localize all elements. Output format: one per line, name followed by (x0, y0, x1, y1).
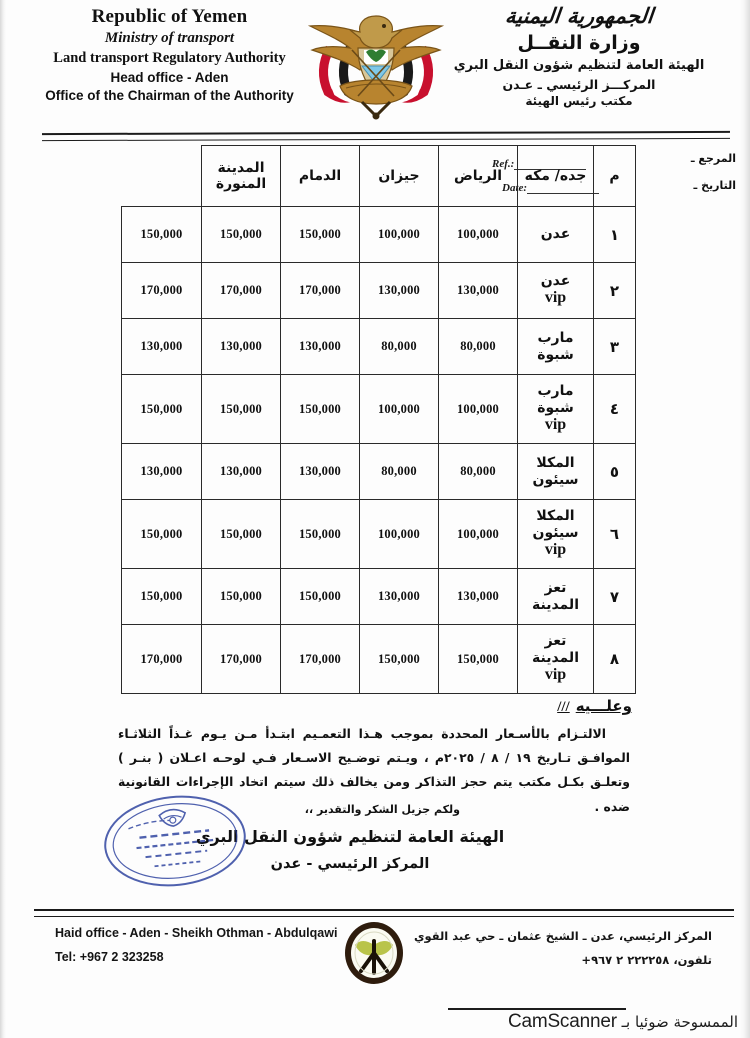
row-number: ١ (594, 207, 636, 263)
price-cell: 150,000 (202, 375, 281, 444)
chairman-office-title: Office of the Chairman of the Authority (45, 88, 294, 104)
route-line: عدن (540, 272, 571, 289)
authority-title-ar: الهيئة العامة لتنظيم شؤون النقل البري (453, 57, 705, 73)
col-header-jizan: جيزان (360, 146, 439, 207)
col-header-num: م (594, 146, 636, 207)
row-number: ٦ (594, 500, 636, 569)
row-route (518, 569, 594, 625)
table-row (122, 569, 636, 625)
signature-office-name: المركز الرئيسي - عدن (270, 856, 430, 872)
price-cell: 150,000 (439, 625, 518, 694)
row-route (518, 263, 594, 319)
signature-authority-name: الهيئة العامة لتنظيم شؤون النقل البري (195, 827, 505, 846)
head-office-title: Head office - Aden (110, 70, 229, 86)
authority-title: Land transport Regulatory Authority (53, 50, 286, 67)
price-cell: 130,000 (122, 319, 202, 375)
col-header-route: جده/ مكه (518, 146, 594, 207)
footer-address-en (55, 922, 337, 970)
table-row (122, 207, 636, 263)
route-line: مارب (537, 329, 574, 346)
price-cell: 150,000 (122, 207, 202, 263)
row-route (518, 207, 594, 263)
footer-divider (34, 909, 734, 917)
row-route (518, 444, 594, 500)
table-row (122, 625, 636, 694)
footer-address-line-ar: المركز الرئيسي، عدن ـ الشيخ عثمان ـ حي عبد القوي (413, 929, 712, 943)
route-line: المكلا (536, 454, 575, 471)
row-number: ٢ (594, 263, 636, 319)
camscanner-brand: CamScanner (507, 1011, 617, 1032)
republic-title: Republic of Yemen (91, 6, 248, 27)
col-header-dammam: الدمام (281, 146, 360, 207)
table-body (122, 207, 636, 694)
republic-title-ar: الجمهورية اليمنية (503, 4, 655, 28)
row-number: ٣ (594, 319, 636, 375)
price-cell: 150,000 (360, 625, 439, 694)
price-cell: 130,000 (439, 263, 518, 319)
ministry-title-ar: وزارة النقــل (517, 32, 641, 55)
ministry-title: Ministry of transport (104, 30, 235, 47)
price-cell: 130,000 (122, 444, 202, 500)
price-cell: 150,000 (202, 569, 281, 625)
price-cell: 170,000 (281, 263, 360, 319)
price-cell: 130,000 (281, 319, 360, 375)
closing-regards: ولكم جزيل الشكر والتقدير ،، (304, 803, 460, 816)
price-cell: 100,000 (439, 500, 518, 569)
route-line: المدينة (532, 596, 579, 613)
price-cell: 170,000 (281, 625, 360, 694)
price-cell: 150,000 (281, 207, 360, 263)
price-cell: 130,000 (439, 569, 518, 625)
route-vip-label: vip (544, 416, 567, 434)
route-vip-label: vip (544, 541, 567, 559)
route-line: شبوة (537, 399, 574, 416)
paragraph-text: الالتـزام بالأسـعار المحددة بموجب هـذا التعمـيم ابتـدأ مـن يـوم غـذاً الثلاثـاء الموافـق تـاريخ ١٩ / ٨ / ٢٠٢٥م ، ويـتم توضـيح الاسـعار فـي لوحـه اعـلان ( بنـر ) وتعلـق بكـل مكتب يتم حجز التذاكر ومن يخالف ذلك سيتم اتخاد الإجراءات القانونية ضده . (118, 726, 631, 814)
official-blue-oval-stamp-icon (100, 792, 250, 890)
price-cell: 130,000 (202, 444, 281, 500)
price-cell: 150,000 (281, 375, 360, 444)
route-line: عدن (540, 226, 571, 243)
price-table (121, 145, 636, 694)
price-cell: 170,000 (202, 625, 281, 694)
price-cell: 170,000 (122, 625, 202, 694)
price-cell: 130,000 (360, 263, 439, 319)
price-cell: 150,000 (281, 569, 360, 625)
footer-address-line: Haid office - Aden - Sheikh Othman - Abdulqawi (55, 926, 338, 940)
price-cell: 80,000 (360, 319, 439, 375)
footer-address-ar (414, 924, 712, 972)
chairman-office-title-ar: مكتب رئيس الهيئة (525, 93, 633, 108)
route-vip-label: vip (544, 666, 567, 684)
table-row (122, 263, 636, 319)
route-line: سيئون (532, 471, 579, 488)
price-cell: 150,000 (281, 500, 360, 569)
footer-tel-line: Tel: +967 2 323258 (55, 949, 164, 964)
row-number: ٧ (594, 569, 636, 625)
header-english-block (42, 6, 297, 104)
table-row (122, 319, 636, 375)
onward-title-text: وعلـــيه (575, 697, 632, 715)
row-route (518, 319, 594, 375)
ref-label-en: Ref.: (492, 158, 515, 170)
route-line: سيئون (532, 524, 579, 541)
table-row (122, 375, 636, 444)
price-cell: 130,000 (202, 319, 281, 375)
onward-heading (557, 697, 632, 716)
route-vip-label: vip (544, 289, 567, 307)
yemen-eagle-emblem-icon (296, 4, 456, 124)
price-cell: 100,000 (360, 500, 439, 569)
route-line: المكلا (536, 508, 575, 525)
date-label-en: Date: (502, 182, 528, 194)
price-cell: 100,000 (439, 207, 518, 263)
price-cell: 170,000 (122, 263, 202, 319)
price-cell: 80,000 (360, 444, 439, 500)
route-line: مارب (537, 383, 574, 400)
route-line: شبوة (537, 346, 574, 363)
price-cell: 150,000 (202, 207, 281, 263)
camscanner-prefix: الممسوحة ضوئيا بـ (621, 1013, 738, 1031)
price-cell: 80,000 (439, 444, 518, 500)
camscanner-rule (448, 1008, 626, 1010)
table-header-row (122, 146, 636, 207)
table-header (122, 146, 636, 207)
price-cell: 150,000 (122, 375, 202, 444)
price-cell: 100,000 (360, 375, 439, 444)
row-route (518, 625, 594, 694)
transport-authority-logo-icon (343, 921, 405, 985)
price-cell: 100,000 (439, 375, 518, 444)
footer-tel-line-ar: تلفون، ٢٢٢٢٥٨ ٢ ٩٦٧+ (581, 953, 712, 968)
row-number: ٤ (594, 375, 636, 444)
row-number: ٥ (594, 444, 636, 500)
row-route (518, 375, 594, 444)
onward-slashes: /// (557, 699, 570, 715)
row-route (518, 500, 594, 569)
col-header-madina: المدينة المنورة (202, 146, 281, 207)
col-header-riyadh: الرياض (439, 146, 518, 207)
document-header (0, 0, 750, 128)
price-cell: 170,000 (202, 263, 281, 319)
price-cell: 150,000 (122, 569, 202, 625)
row-number: ٨ (594, 625, 636, 694)
route-line: تعز (544, 633, 567, 650)
table-row (122, 500, 636, 569)
header-arabic-block (434, 4, 724, 108)
price-cell: 150,000 (122, 500, 202, 569)
camscanner-watermark (470, 1011, 738, 1033)
ref-label-ar: المرجع ـ (690, 152, 736, 165)
price-cell: 150,000 (202, 500, 281, 569)
price-cell: 130,000 (281, 444, 360, 500)
price-cell: 100,000 (360, 207, 439, 263)
price-cell: 80,000 (439, 319, 518, 375)
date-label-ar: التاريخ ـ (693, 179, 736, 192)
route-line: المدينة (532, 649, 579, 666)
head-office-title-ar: المركـــز الرئيسي ـ عـدن (502, 76, 656, 92)
table-row (122, 444, 636, 500)
price-cell: 130,000 (360, 569, 439, 625)
header-divider (42, 131, 730, 141)
route-line: تعز (544, 579, 567, 596)
